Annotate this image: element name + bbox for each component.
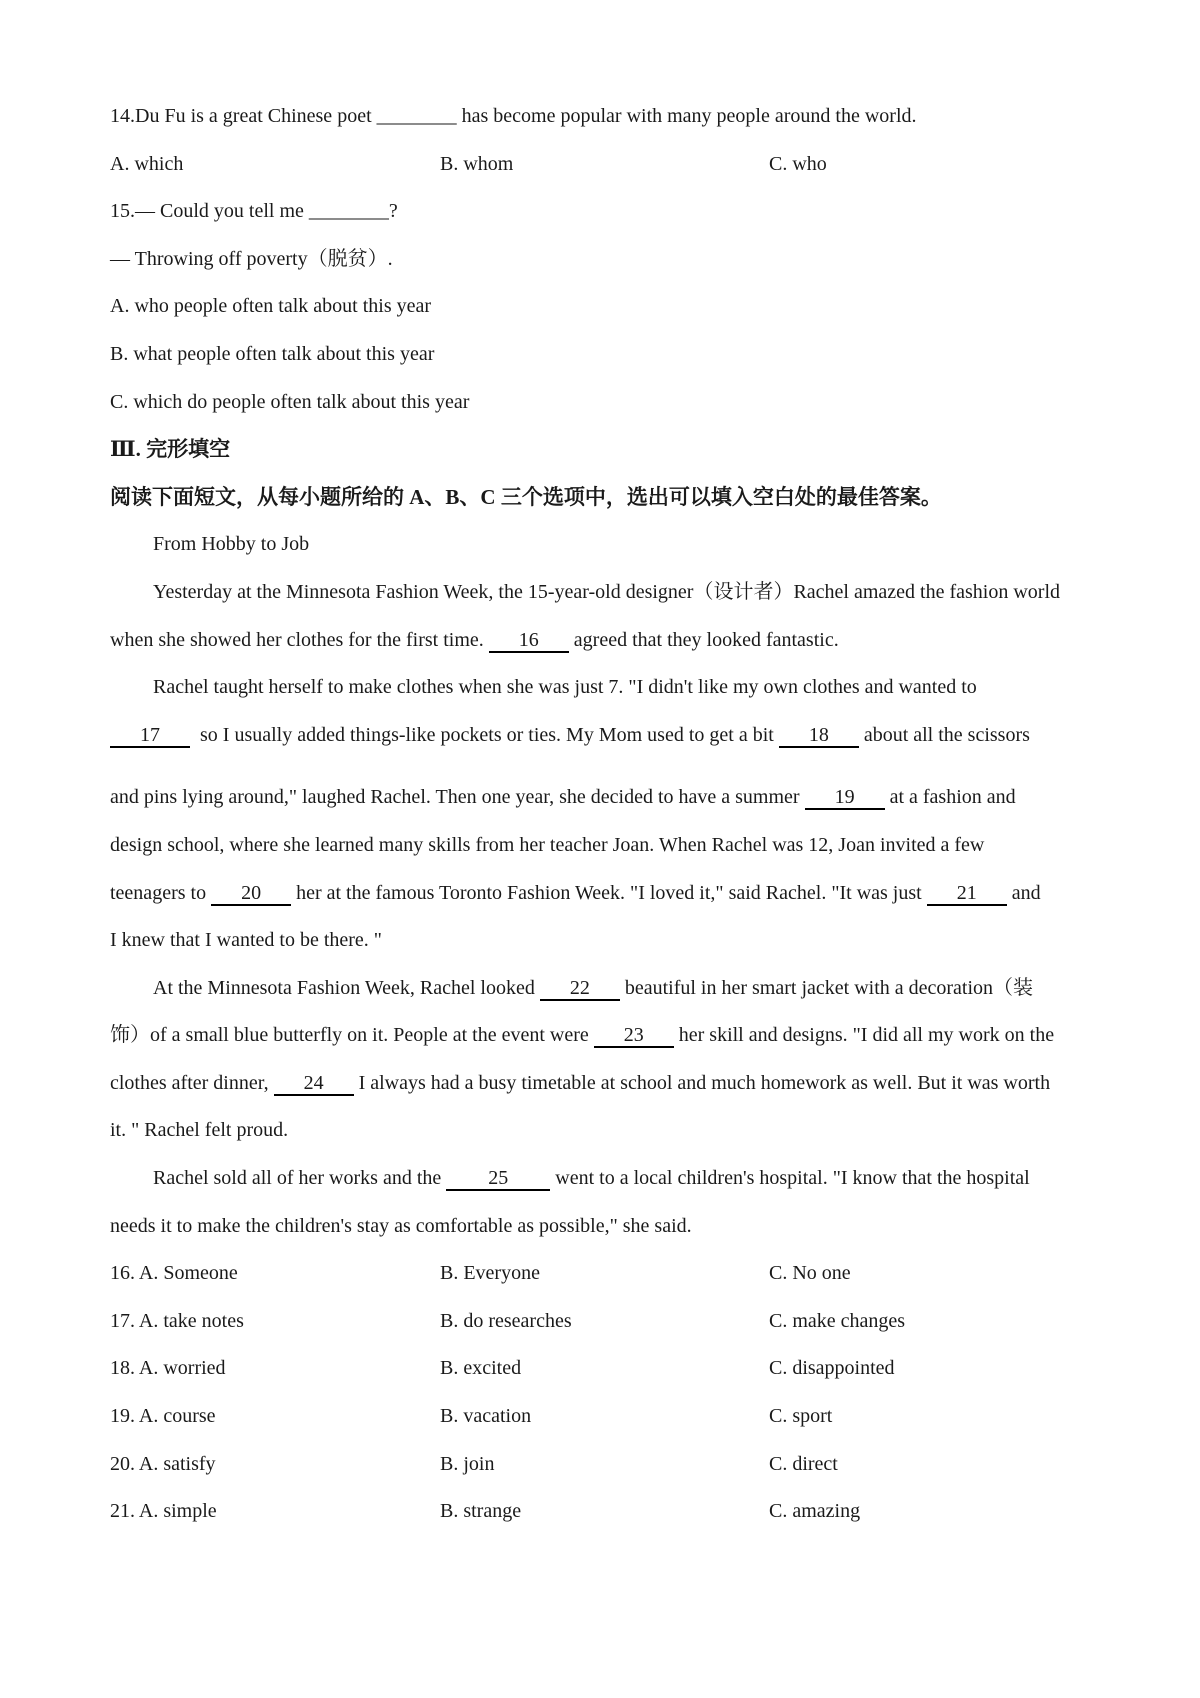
passage-text: 饰）of a small blue butterfly on it. People at the event were <box>110 1024 594 1047</box>
option-a: 21. A. simple <box>110 1500 217 1523</box>
option-a: 18. A. worried <box>110 1357 226 1380</box>
passage-text: her at the famous Toronto Fashion Week. "I loved it," said Rachel. "It was just <box>291 881 927 904</box>
choice-row-21 <box>110 1488 1140 1536</box>
question-15-stem: 15.— Could you tell me ________? <box>110 200 398 223</box>
passage-text: about all the scissors <box>858 723 1030 746</box>
passage-line <box>110 569 1140 617</box>
choice-row-16 <box>110 1250 1140 1298</box>
blank-24: 24 <box>274 1073 354 1096</box>
option-b: B. do researches <box>440 1309 572 1332</box>
option-a: 16. A. Someone <box>110 1262 238 1285</box>
option-c: C. amazing <box>769 1500 861 1523</box>
passage-text: agreed that they looked fantastic. <box>568 628 839 651</box>
blank-22: 22 <box>540 978 620 1001</box>
passage-text: teenagers to <box>110 881 212 904</box>
passage-line <box>110 1060 1140 1108</box>
blank-20: 20 <box>211 883 291 906</box>
question-14-stem: 14.Du Fu is a great Chinese poet ________ has become popular with many people around the world. <box>110 105 917 127</box>
passage-line <box>110 712 1140 760</box>
choice-row-20 <box>110 1441 1140 1489</box>
option-c: C. sport <box>769 1405 833 1428</box>
blank-25: 25 <box>446 1168 550 1191</box>
choice-row-17 <box>110 1298 1140 1346</box>
passage-text: Rachel taught herself to make clothes when she was just 7. "I didn't like my own clothes and wanted to <box>153 676 977 699</box>
passage-line <box>110 617 1140 665</box>
question-15-option-b: B. what people often talk about this year <box>110 342 435 365</box>
passage-line <box>110 1012 1140 1060</box>
choice-row-18 <box>110 1345 1140 1393</box>
passage-text: beautiful in her smart jacket with a decoration（装 <box>619 976 1034 999</box>
option-b: B. strange <box>440 1500 522 1523</box>
blank-18: 18 <box>779 725 859 748</box>
question-14-options <box>110 141 1140 189</box>
option-c: C. direct <box>769 1452 838 1475</box>
section-heading: Ⅲ. 完形填空 <box>110 437 231 462</box>
blank-19: 19 <box>805 787 885 810</box>
question-15-answer-line: — Throwing off poverty（脱贫）. <box>110 247 393 270</box>
passage-text: Rachel sold all of her works and the <box>153 1167 447 1190</box>
blank-17: 17 <box>110 725 190 748</box>
option-b: B. excited <box>440 1357 522 1380</box>
passage-text: I knew that I wanted to be there. " <box>110 929 382 952</box>
blank-21: 21 <box>927 883 1007 906</box>
passage-title: From Hobby to Job <box>153 533 310 556</box>
passage-line <box>110 1107 1140 1155</box>
section-instruction: 阅读下面短文，从每小题所给的 A、B、C 三个选项中，选出可以填入空白处的最佳答案。 <box>110 484 942 509</box>
passage-line <box>110 965 1140 1013</box>
passage-text: went to a local children's hospital. "I know that the hospital <box>550 1167 1030 1190</box>
passage-text: needs it to make the children's stay as comfortable as possible," she said. <box>110 1214 692 1237</box>
passage-text: at a fashion and <box>884 786 1016 809</box>
passage-text: her skill and designs. "I did all my work on the <box>673 1024 1055 1047</box>
option-c: C. who <box>769 152 827 175</box>
passage-line <box>110 822 1140 870</box>
passage-text: when she showed her clothes for the first time. <box>110 628 489 651</box>
passage-line <box>110 1155 1140 1203</box>
option-c: C. make changes <box>769 1309 906 1332</box>
passage-text: it. " Rachel felt proud. <box>110 1119 289 1142</box>
question-15-option-c: C. which do people often talk about this year <box>110 390 470 413</box>
option-b: B. vacation <box>440 1405 532 1428</box>
option-a: 17. A. take notes <box>110 1309 244 1332</box>
blank-16: 16 <box>489 630 569 653</box>
passage-line <box>110 664 1140 712</box>
passage-line <box>110 1203 1140 1251</box>
option-a: A. which <box>110 152 184 175</box>
passage-text: design school, where she learned many skills from her teacher Joan. When Rachel was 12, Joan invited a few <box>110 833 985 856</box>
question-15-option-a: A. who people often talk about this year <box>110 295 432 318</box>
option-b: B. join <box>440 1452 495 1475</box>
option-a: 19. A. course <box>110 1405 216 1428</box>
option-b: B. whom <box>440 152 514 175</box>
option-c: C. No one <box>769 1262 851 1285</box>
passage-line <box>110 870 1140 918</box>
passage-text: and <box>1006 881 1041 904</box>
passage-line <box>110 774 1140 822</box>
choice-row-19 <box>110 1393 1140 1441</box>
blank-23: 23 <box>594 1025 674 1048</box>
passage-text: clothes after dinner, <box>110 1071 274 1094</box>
passage-text: At the Minnesota Fashion Week, Rachel looked <box>153 976 540 999</box>
option-b: B. Everyone <box>440 1262 540 1285</box>
passage-line <box>110 917 1140 965</box>
passage-text: so I usually added things-like pockets or ties. My Mom used to get a bit <box>195 723 779 746</box>
passage-text: and pins lying around," laughed Rachel. Then one year, she decided to have a summer <box>110 786 805 809</box>
passage-text: I always had a busy timetable at school and much homework as well. But it was worth <box>353 1071 1051 1094</box>
passage-text: Yesterday at the Minnesota Fashion Week, the 15-year-old designer（设计者）Rachel amazed the fashion world <box>153 580 1061 603</box>
option-c: C. disappointed <box>769 1357 895 1380</box>
option-a: 20. A. satisfy <box>110 1452 216 1475</box>
